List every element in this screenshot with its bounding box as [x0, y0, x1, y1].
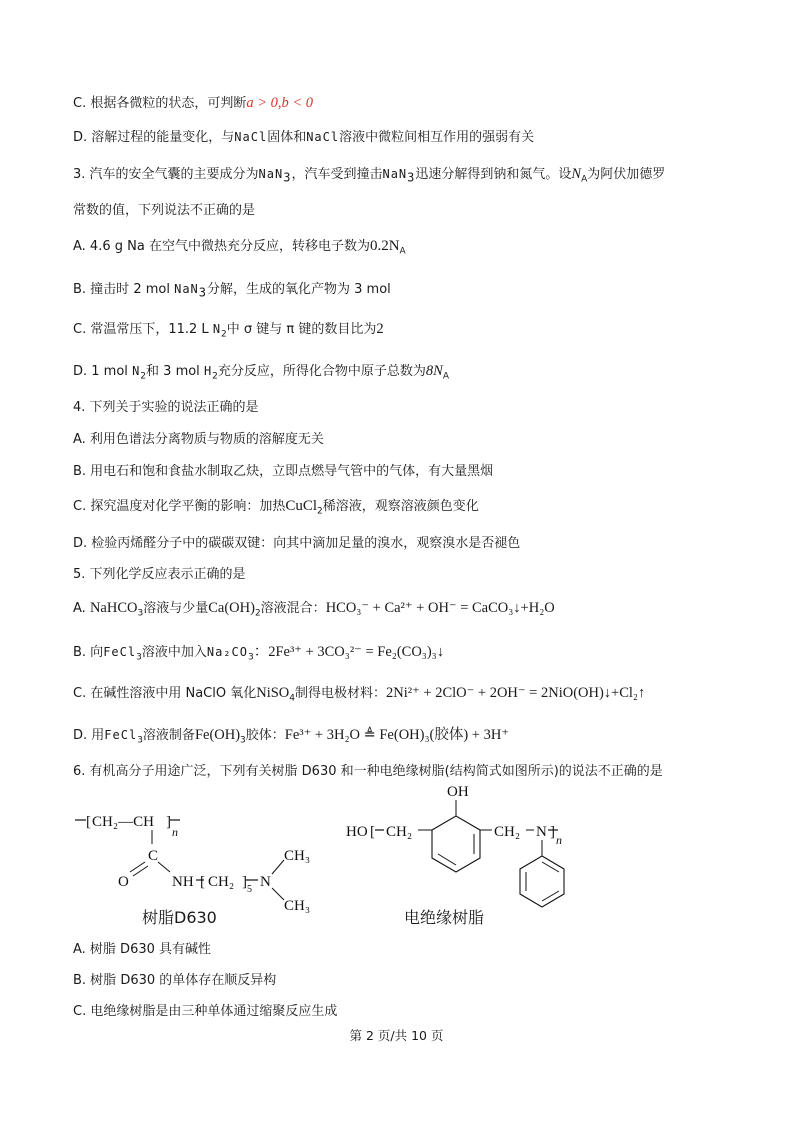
math-expression: a > 0,b < 0 — [246, 95, 314, 111]
formula-niso4: NiSO — [256, 685, 290, 701]
question-text: 4. 下列关于实验的说法正确的是 — [73, 400, 259, 415]
subscript: A — [581, 174, 588, 185]
option-5a — [73, 599, 555, 618]
math-expression: 0.2N — [369, 238, 400, 254]
subscript-five: 5 — [247, 884, 252, 895]
question-text: ，汽车受到撞击 — [291, 167, 383, 182]
option-text: 制得电极材料： — [295, 686, 387, 701]
option-2c — [73, 94, 313, 113]
option-text: 和 3 mol — [146, 364, 200, 379]
chemical-equation: 2Ni²⁺ + 2ClO⁻ + 2OH⁻ = 2NiO(OH)↓+Cl₂↑ — [386, 685, 646, 701]
avogadro-symbol: N — [571, 166, 582, 182]
degree-n: n — [172, 825, 178, 839]
option-2d — [73, 128, 534, 147]
question-text: 6. 有机高分子用途广泛，下列有关树脂 D630 和一种电绝缘树脂(结构简式如图所示)的说法不正确的是 — [73, 764, 663, 779]
option-5b — [73, 643, 444, 662]
question-text: 为阿伏加德罗 — [587, 167, 666, 182]
option-text: D. 溶解过程的能量变化，与 — [73, 130, 235, 145]
subscript: 4 — [289, 693, 296, 704]
question-5-stem — [73, 566, 246, 584]
question-text: 迅速分解得到钠和氮气。设 — [415, 167, 572, 182]
hydroxyl-group: OH — [447, 784, 469, 800]
formula-h2: H — [203, 364, 213, 378]
end-group-ho: HO — [346, 824, 368, 840]
option-text: D. 检验丙烯醛分子中的碳碳双键：向其中滴加足量的溴水，观察溴水是否褪色 — [73, 536, 521, 551]
question-3-stem — [73, 165, 665, 184]
option-text: C. 根据各微粒的状态，可判断 — [73, 96, 247, 111]
subscript: A — [442, 371, 450, 382]
question-4-stem — [73, 399, 259, 417]
formula-nacl: NaCl — [234, 130, 268, 144]
formula-na2co3: Na₂CO — [206, 645, 248, 659]
bracket-close-2: ] — [242, 874, 247, 890]
option-text: C. 常温常压下，11.2 L — [73, 322, 209, 337]
option-6c — [73, 1003, 337, 1021]
subscript: 2 — [221, 329, 227, 340]
formula-fecl3: FeCl — [103, 645, 137, 659]
chemical-equation: HCO₃⁻ + Ca²⁺ + OH⁻ = CaCO₃↓+H₂O — [325, 600, 555, 616]
option-text: 稀溶液，观察溶液颜色变化 — [322, 499, 479, 514]
bracket-open: [ — [86, 814, 91, 830]
option-5c — [73, 684, 645, 703]
option-6b — [73, 972, 276, 990]
caption-insulating-resin: 电绝缘树脂 — [404, 908, 485, 927]
carbonyl-oxygen: O — [118, 874, 129, 890]
option-3d — [73, 362, 449, 381]
formula-cucl2: CuCl — [285, 498, 318, 514]
bracket-close-3: ] — [550, 824, 555, 840]
option-text: 胶体： — [245, 728, 285, 743]
formula-nahco3: NaHCO — [89, 600, 138, 616]
option-4d — [73, 535, 520, 553]
methylene-left: CH₂ — [386, 824, 413, 840]
option-text: B. 用电石和饱和食盐水制取乙炔，立即点燃导气管中的气体，有大量黑烟 — [73, 464, 494, 479]
subscript: 3 — [136, 652, 142, 663]
subscript: 2 — [317, 506, 323, 517]
subscript: 3 — [407, 170, 416, 185]
option-text: A. — [73, 601, 86, 616]
option-4b — [73, 463, 493, 481]
methylene-unit: CH₂ — [208, 874, 235, 890]
option-text: 溶液中加入 — [141, 645, 207, 660]
methylene-right: CH₂ — [494, 824, 521, 840]
formula-n2: N — [132, 364, 141, 378]
math-expression: 2 — [376, 321, 384, 337]
bracket-open-2: [ — [200, 874, 205, 890]
option-text: 溶液中微粒间相互作用的强弱有关 — [339, 130, 535, 145]
formula-nan3: NaN — [382, 167, 408, 181]
option-5d — [73, 726, 509, 745]
formula-n2: N — [212, 322, 222, 336]
option-text: 固体和 — [267, 130, 307, 145]
chemical-equation: ：2Fe³⁺ + 3CO₃²⁻ = Fe₂(CO₃)₃↓ — [253, 644, 444, 660]
degree-n-right: n — [556, 833, 562, 847]
option-3b — [73, 280, 391, 299]
option-3a — [73, 237, 406, 256]
bracket-open-3: [ — [370, 824, 375, 840]
formula-nacl: NaCl — [306, 130, 340, 144]
option-text: A. 树脂 D630 具有碱性 — [73, 942, 212, 957]
chemical-equation: Fe³⁺ + 3H₂O ≜ Fe(OH)₃(胶体) + 3H⁺ — [284, 727, 509, 743]
bracket-close: ] — [166, 814, 171, 830]
math-expression: 8N — [425, 363, 443, 379]
question-text: 3. 汽车的安全气囊的主要成分为 — [73, 167, 259, 182]
amide-nh: NH — [172, 874, 194, 890]
option-text: D. 1 mol — [73, 364, 128, 379]
option-text: B. 撞击时 2 mol — [73, 282, 170, 297]
question-6-stem — [73, 763, 663, 781]
aniline-n: N — [536, 824, 547, 840]
option-text: B. 向 — [73, 645, 104, 660]
formula-nan3: NaN — [258, 167, 284, 181]
question-text: 常数的值，下列说法不正确的是 — [73, 203, 256, 218]
subscript: 3 — [247, 652, 254, 663]
subscript: 2 — [254, 608, 261, 619]
carbonyl-carbon: C — [148, 848, 159, 864]
option-text: C. 探究温度对化学平衡的影响：加热 — [73, 499, 286, 514]
option-text: 溶液制备 — [142, 728, 195, 743]
subscript: 3 — [137, 735, 143, 746]
formula-caoh2: Ca(OH) — [208, 600, 255, 616]
subscript: 3 — [198, 285, 208, 300]
option-text: B. 树脂 D630 的单体存在顺反异构 — [73, 973, 277, 988]
option-text: 溶液与少量 — [143, 601, 209, 616]
option-text: C. 在碱性溶液中用 NaClO 氧化 — [73, 686, 257, 701]
formula-nan3: NaN — [174, 282, 199, 296]
subscript: 3 — [283, 170, 292, 185]
methyl-top: CH₃ — [284, 848, 311, 864]
subscript: 3 — [240, 735, 246, 746]
option-text: 充分反应，所得化合物中原子总数为 — [217, 364, 426, 379]
option-3c — [73, 320, 384, 339]
subscript: 2 — [212, 371, 218, 382]
option-4c — [73, 497, 479, 516]
tertiary-n: N — [260, 874, 271, 890]
option-text: A. 利用色谱法分离物质与物质的溶解度无关 — [73, 432, 324, 447]
caption-resin-d630: 树脂D630 — [142, 908, 217, 927]
subscript: 2 — [140, 371, 147, 382]
formula-feoh3: Fe(OH) — [194, 727, 241, 743]
option-text: 分解，生成的氧化产物为 3 mol — [207, 282, 391, 297]
resin-d630-structure — [75, 814, 310, 914]
option-6a — [73, 941, 211, 959]
methyl-bottom: CH₃ — [284, 898, 311, 914]
subscript: A — [399, 246, 406, 257]
insulating-resin-structure — [346, 784, 564, 907]
option-text: A. 4.6 g Na 在空气中微热充分反应，转移电子数为 — [73, 239, 370, 254]
formula-fecl3: FeCl — [104, 728, 138, 742]
option-4a — [73, 431, 324, 449]
option-text: C. 电绝缘树脂是由三种单体通过缩聚反应生成 — [73, 1004, 338, 1019]
backbone-chain: CH₂—CH — [92, 814, 154, 830]
option-text: 溶液混合： — [260, 601, 326, 616]
question-3-stem-cont — [73, 202, 255, 220]
option-text: 中 σ 键与 π 键的数目比为 — [226, 322, 377, 337]
option-text: D. 用 — [73, 728, 105, 743]
page-footer: 第 2 页/共 10 页 — [349, 1028, 444, 1043]
subscript: 3 — [137, 608, 144, 619]
question-text: 5. 下列化学反应表示正确的是 — [73, 567, 246, 582]
